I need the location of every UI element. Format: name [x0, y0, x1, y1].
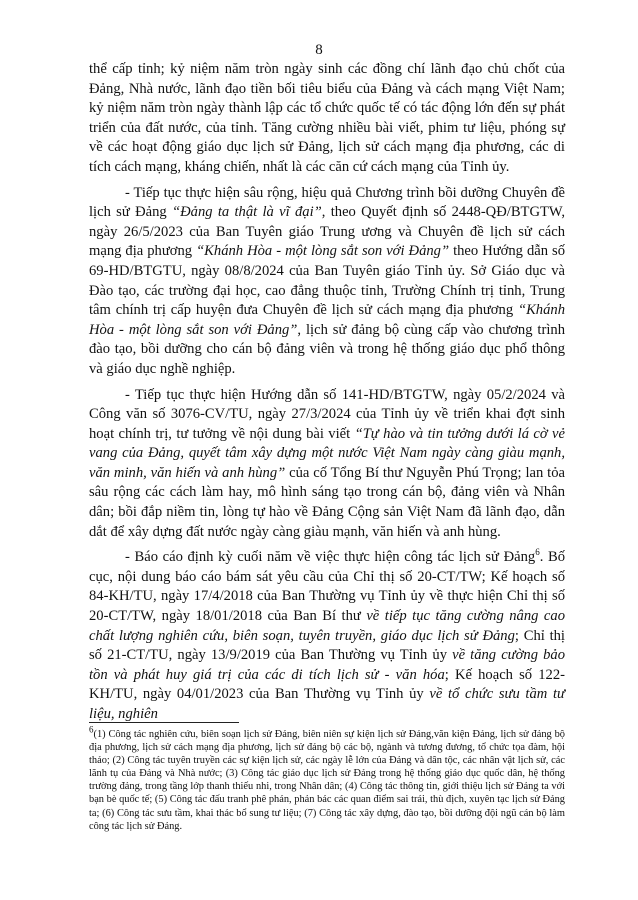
body-text: [89, 60, 565, 731]
footnote-mark: 6: [89, 724, 94, 735]
page-number: 8: [315, 42, 323, 58]
footnote-text: (1) Công tác nghiên cứu, biên soạn lịch sử Đảng, biên niên sự kiện lịch sử Đảng,văn kiện Đảng, lịch sử đảng bộ địa phương, lịch sử cách mạng địa phương, lịch sử đảng bộ các bộ, ngành và tương đương, tổ chức tọa đàm, hội thảo; (2) Công tác tuyên truyền các sự kiện lịch sử, các ngày lễ lớn của Đảng và dân tộc, các nhân vật lịch sử, các lãnh tụ của Đảng và Nhà nước; (3) Công tác giáo dục lịch sử Đảng trong hệ thống giáo dục quốc dân, hệ thống trường đảng, trong tầng lớp thanh thiếu nhi, trong Nhân dân; (4) Công tác thông tin, giới thiệu lịch sử Đảng ta với bạn bè quốc tế; (5) Công tác đấu tranh phê phán, phản bác các quan điểm sai trái, thù địch, xuyên tạc lịch sử Đảng ta; (6) Công tác sưu tầm, khai thác bổ sung tư liệu; (7) Công tác xây dựng, đào tạo, bồi dưỡng đội ngũ cán bộ làm công tác lịch sử Đảng.: [89, 729, 565, 832]
paragraph-guideline-141: - Tiếp tục thực hiện Hướng dẫn số 141-HD/BTGTW, ngày 05/2/2024 và Công văn số 3076-CV/TU, ngày 27/3/2024 của Tỉnh ủy về triển khai đợt sinh hoạt chính trị, tư tưởng về nội dung bài viết “Tự hào và tin tưởng dưới lá cờ vẻ vang của Đảng, quyết tâm xây dựng một nước Việt Nam ngày càng giàu mạnh, văn minh, văn hiến và anh hùng” của cố Tổng Bí thư Nguyễn Phú Trọng; lan tỏa sâu rộng các cách làm hay, mô hình sáng tạo trong cán bộ, đảng viên và Nhân dân; bồi đắp niềm tin, lòng tự hào về Đảng Cộng sản Việt Nam đã lãnh đạo, dẫn dắt để xây dựng đất nước ngày càng giàu mạnh, văn hiến và anh hùng.: [89, 386, 565, 540]
footnote: [89, 724, 565, 833]
paragraph-continuation: thể cấp tỉnh; kỷ niệm năm tròn ngày sinh các đồng chí lãnh đạo chủ chốt của Đảng, Nhà nước, lãnh đạo tiền bối tiêu biểu của Đảng và cách mạng Việt Nam; kỷ niệm năm tròn ngày thành lập các tổ chức quốc tế có tác động lớn đến sự phát triển của đất nước, của tỉnh. Tăng cường nhiều bài viết, phim tư liệu, phóng sự về các hoạt động giáo dục lịch sử Đảng, lịch sử cách mạng địa phương, các di tích cách mạng, kháng chiến, nhất là các căn cứ cách mạng của Tỉnh ủy.: [89, 61, 565, 175]
footnote-reference: 6: [535, 547, 540, 558]
paragraph-annual-report: - Báo cáo định kỳ cuối năm về việc thực hiện công tác lịch sử Đảng$^6$. Bố cục, nội dung báo cáo bám sát yêu cầu của Chỉ thị số 20-CT/TW; Kế hoạch số 84-KH/TU, ngày 17/4/2018 của Ban Thường vụ Tỉnh ủy về thực hiện Chỉ thị số 20-CT/TW, ngày 18/01/2018 của Ban Bí thư về tiếp tục tăng cường nâng cao chất lượng nghiên cứu, biên soạn, tuyên truyền, giáo dục lịch sử Đảng; Chỉ thị số 21-CT/TU, ngày 13/9/2019 của Ban Thường vụ Tỉnh ủy về tăng cường bảo tồn và phát huy giá trị của các di tích lịch sử - văn hóa; Kế hoạch số 122-KH/TU, ngày 04/01/2023 của Ban Thường vụ Tỉnh ủy về tổ chức sưu tầm tư liệu, nghiên: [89, 547, 566, 722]
paragraph-party-history-program: - Tiếp tục thực hiện sâu rộng, hiệu quả Chương trình bồi dưỡng Chuyên đề lịch sử Đảng “Đảng ta thật là vĩ đại”, theo Quyết định số 2448-QĐ/BTGTW, ngày 26/5/2023 của Ban Tuyên giáo Trung ương và Chuyên đề lịch sử cách mạng địa phương “Khánh Hòa - một lòng sắt son với Đảng” theo Hướng dẫn số 69-HD/BTGTU, ngày 08/8/2024 của Ban Tuyên giáo Tỉnh ủy. Sở Giáo dục và Đào tạo, các trường đại học, cao đẳng thuộc tỉnh, Trường Chính trị tỉnh, Trung tâm chính trị cấp huyện đưa Chuyên đề lịch sử cách mạng địa phương “Khánh Hòa - một lòng sắt son với Đảng”, lịch sử đảng bộ cùng cấp vào chương trình đào tạo, bồi dưỡng cho cán bộ đảng viên và trong hệ thống giáo dục phổ thông và giáo dục nghề nghiệp.: [89, 184, 566, 377]
footnote-separator: [89, 722, 239, 723]
